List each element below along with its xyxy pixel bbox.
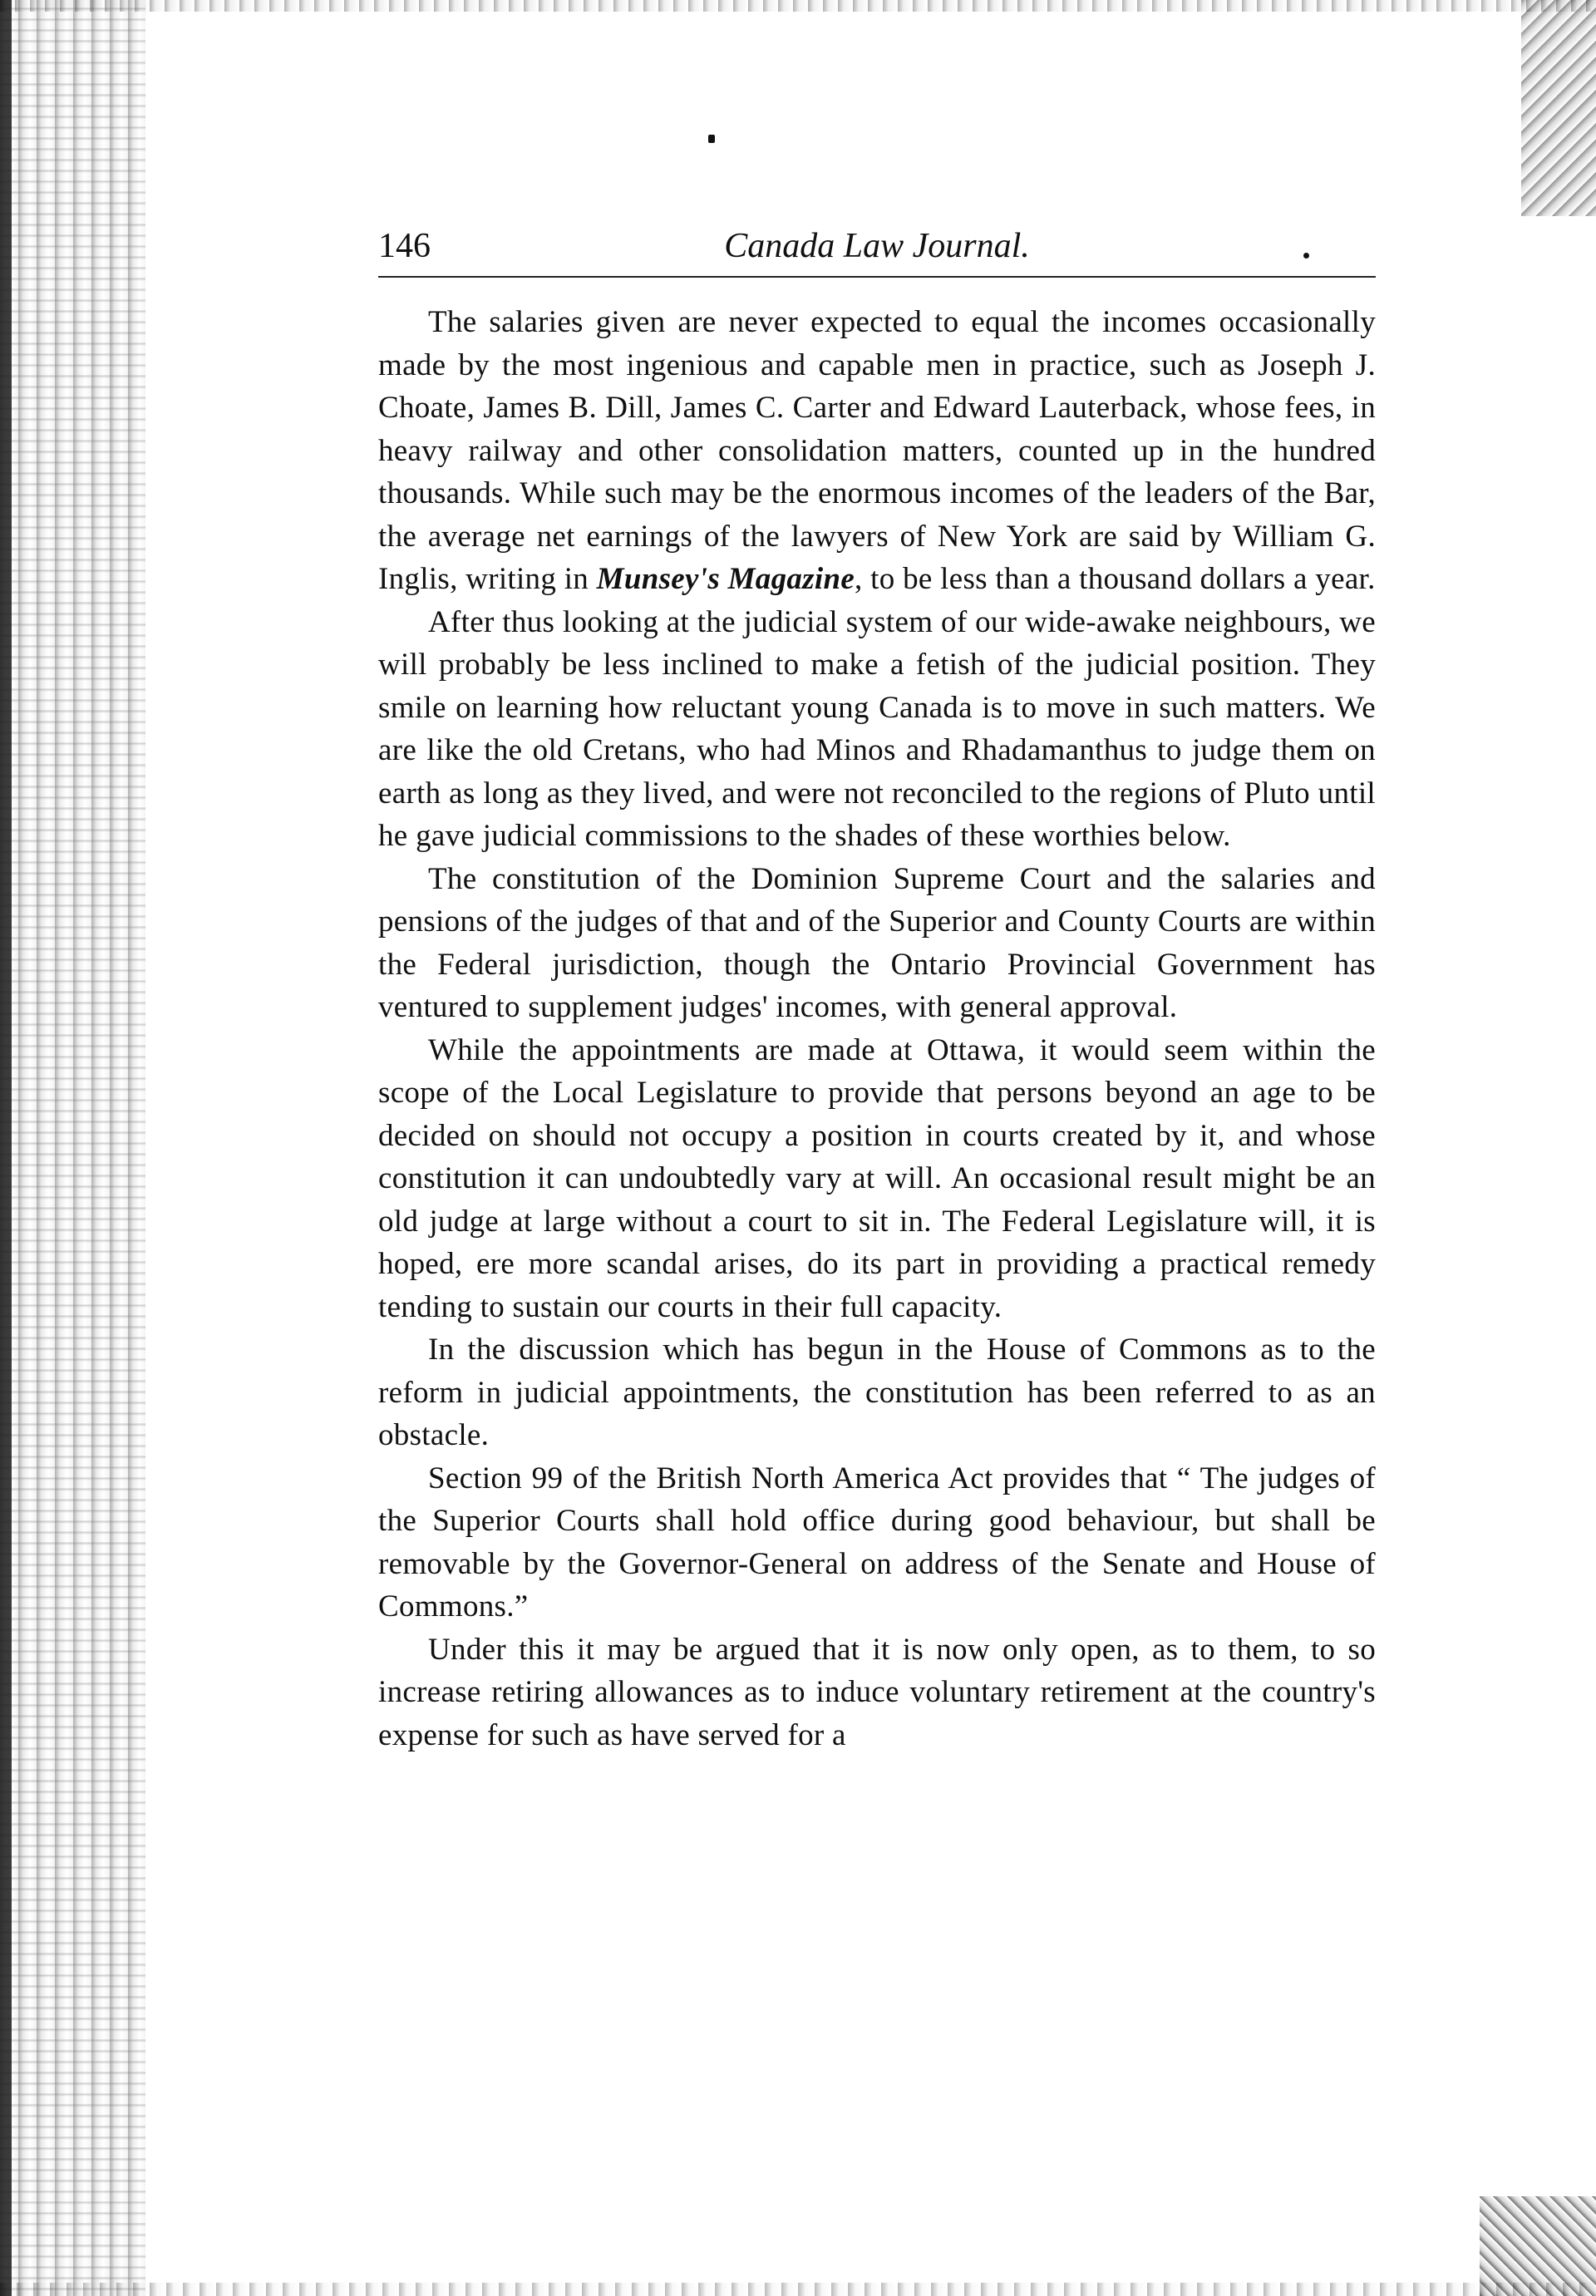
paragraph-5: In the discussion which has begun in the House of Commons as to the reform in judicial appointments, the constitution has been referred to as an obstacle.: [378, 1333, 1376, 1452]
paragraph-2: After thus looking at the judicial system of our wide-awake neighbours, we will probably be less inclined to make a fetish of the judicial position. They smile on learning how reluctant young Canada is to move in such matters. We are like the old Cretans, who had Minos and Rhadamanthus to judge them on earth as long as they lived, and were not reconciled to the regions of Pluto until he gave judicial commissions to the shades of these worthies below.: [378, 604, 1376, 853]
document-page: [378, 224, 1376, 1756]
paragraph-1-text-before: The salaries given are never expected to equal the incomes occasionally made by the most ingenious and capable men in practice, such as Joseph J. Choate, James B. Dill, James C. Carter and Edward Lauterback, whose fees, in heavy railway and other consolidation matters, counted up in the hundred thousands. While such may be the enormous incomes of the leaders of the Bar, the average net earnings of the lawyers of New York are said by William G. Inglis, writing in: [378, 305, 1376, 596]
body-text: [378, 301, 1376, 1756]
paragraph-6: Section 99 of the British North America Act provides that “ The judges of the Superior Courts shall hold office during good behaviour, but shall be removable by the Governor-General on address of the Senate and House of Commons.”: [378, 1461, 1376, 1623]
paragraph-3: The constitution of the Dominion Supreme Court and the salaries and pensions of the judges of that and of the Superior and County Courts are within the Federal jurisdiction, though the Ontario Provincial Government has ventured to supplement judges' incomes, with general approval.: [378, 861, 1376, 1024]
paragraph-1: [378, 301, 1376, 601]
scan-corner-bottom-right: [1480, 2196, 1596, 2296]
paragraph-1-text-after: , to be less than a thousand dollars a year.: [855, 562, 1376, 596]
paragraph-7: Under this it may be argued that it is now only open, as to them, to so increase retiring allowances as to induce voluntary retirement at the country's expense for such as have served for a: [378, 1632, 1376, 1752]
journal-title: Canada Law Journal.: [724, 227, 1030, 265]
running-head: [378, 224, 1376, 278]
scan-edge-left-binding: [0, 0, 12, 2296]
page-number: 146: [378, 227, 431, 265]
scan-edge-top: [0, 0, 1596, 12]
magazine-title: Munsey's Magazine: [596, 562, 855, 596]
scan-edge-right: [1521, 0, 1596, 216]
scan-edge-bottom: [0, 2283, 1596, 2296]
head-dot: [1303, 253, 1309, 259]
paragraph-4: While the appointments are made at Ottawa, it would seem within the scope of the Local Legislature to provide that persons beyond an age to be decided on should not occupy a position in courts created by it, and whose constitution it can undoubtedly vary at will. An occasional result might be an old judge at large without a court to sit in. The Federal Legislature will, it is hoped, ere more scandal arises, do its part in providing a practical remedy tending to sustain our courts in their full capacity.: [378, 1032, 1376, 1324]
scan-edge-left: [0, 0, 145, 2296]
stray-ink-mark: [708, 135, 715, 143]
